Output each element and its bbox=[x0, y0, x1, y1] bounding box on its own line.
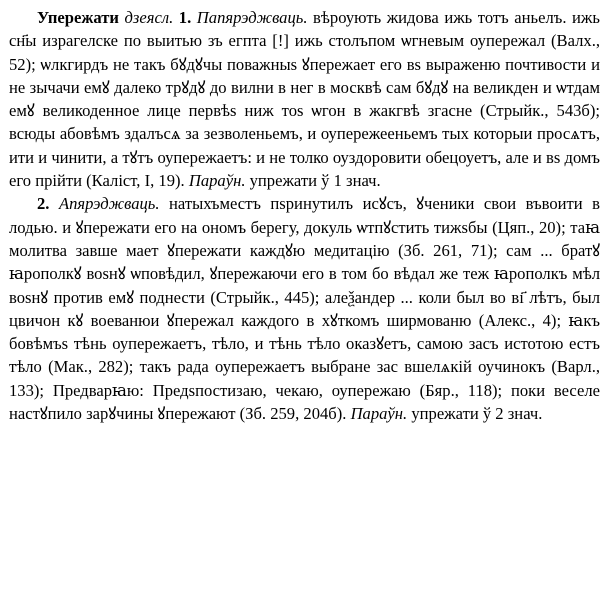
part-of-speech: дзеясл. bbox=[124, 8, 174, 27]
cross-reference-label-2: Параўн. bbox=[350, 404, 408, 424]
entry-sense-1 bbox=[9, 6, 600, 192]
sense-number-2: 2. bbox=[37, 194, 50, 214]
sense-gloss-1: Папярэджваць. bbox=[196, 8, 308, 27]
cross-reference-label-1: Параўн. bbox=[188, 171, 246, 191]
entry-sense-2 bbox=[9, 192, 600, 425]
sense-citations-2: натыхъместъ пsринутилъ исꙋсъ, ꙋченики свои въвоити в лодью. и ꙋпережати его на ономъ берегу, докуль ѡтпꙋстить тижsбы (Цяп., 20); таꙗ молитва завше мает ꙋпережати каждꙋю медитацiю (Зб. 261, 71); сам ... братꙋ ꙗрополкꙋ воsнꙋ ѡповѣдил, ꙋпережаючи его в том бо вѣдал же теж ꙗрополкъ мѣл воsнꙋ против емꙋ поднести (Стрыйк., 445); алеѯандер ... коли был во вı҃ лѣтъ, был цвичон кꙋ воеванюи ꙋпережал каждого в хꙋткомъ ширмованю (Алекс., 4); ꙗкъ бовѣмъs тѣнь оупережаетъ, тѣло, и тѣнь тѣло оказꙋетъ, самою засъ истотою естъ тѣло (Мак., 282); такъ рада оупережаетъ выбране зас вшелѧкій оучинокъ (Варл., 133); Предварꙗю: Предsпостизаю, чекаю, оупережаю (Бяр., 118); поки веселе настꙋпило зарꙋчины ꙋпережают (Зб. 259, 204б). bbox=[9, 194, 601, 424]
cross-reference-1: упрежати ў 1 знач. bbox=[249, 171, 381, 191]
sense-citations-1: вѣроують жидова ижь тотъ аньелъ. ижь сн҃ы израгелске по выитью зъ егпта [!] ижь столъпом ѡгневым оупережал (Валх., 52); ѡлкгирдъ не такъ бꙋдꙋчы поважныs ꙋпережает его вs выраженю почтивости и не зычачи емꙋ далеко трꙋдꙋ до вилни в нег в москвѣ сам бꙋдꙋ на великден и ѡтдам емꙋ великоденное лице первѣs ниж тоs ѡгон в жакгвѣ згасне (Стрыйк., 543б); всюды абовѣмъ здалъсѧ за зезволеньемъ, и оупережееньемъ тых которыи просѧтъ, ити и чинити, а тꙋтъ оупережаетъ: и не толко оуздоровити обецоуетъ, але и вs домъ его прійти (Калiст, I, 19). bbox=[9, 8, 600, 191]
headword: Упережати bbox=[37, 8, 119, 27]
cross-reference-2: упрежати ў 2 знач. bbox=[411, 404, 543, 424]
sense-gloss-2: Апярэджваць. bbox=[58, 194, 160, 214]
sense-number-1: 1. bbox=[178, 8, 192, 27]
